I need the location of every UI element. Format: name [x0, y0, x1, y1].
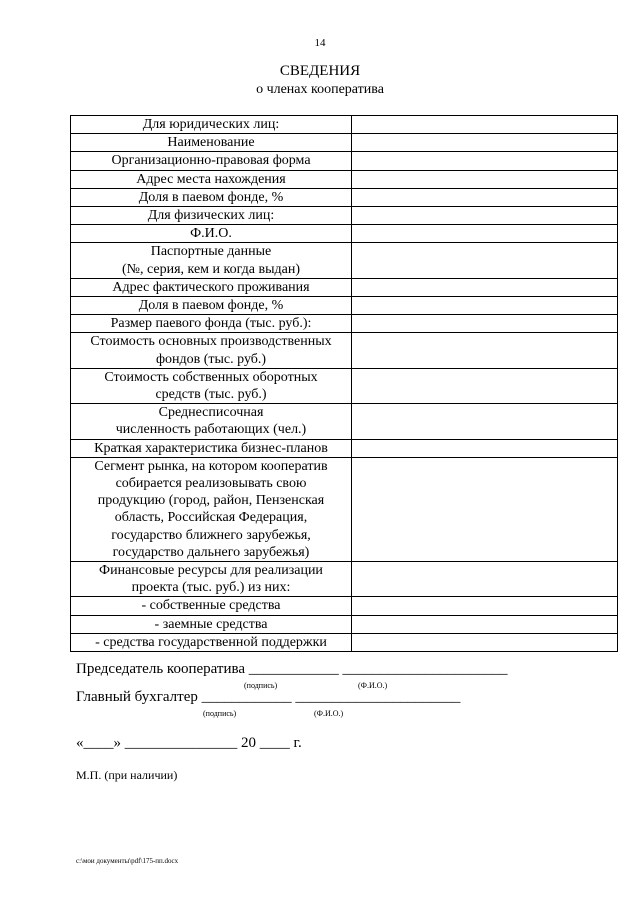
row-label: Паспортные данные (№, серия, кем и когда выдан)	[71, 243, 352, 278]
table-row	[71, 297, 618, 315]
table-row	[71, 152, 618, 170]
row-label: Организационно-правовая форма	[71, 152, 352, 170]
row-value-cell[interactable]	[352, 315, 618, 333]
row-value-cell[interactable]	[352, 134, 618, 152]
document-subtitle: о членах кооператива	[256, 82, 384, 97]
row-value-cell[interactable]	[352, 368, 618, 403]
table-row	[71, 278, 618, 296]
page-number: 14	[314, 37, 326, 49]
row-label: Для юридических лиц:	[71, 116, 352, 134]
row-label: Доля в паевом фонде, %	[71, 297, 352, 315]
table-row	[71, 134, 618, 152]
table-row	[71, 243, 618, 278]
row-value-cell[interactable]	[352, 116, 618, 134]
accountant-signature-line: Главный бухгалтер ____________ ______________________	[76, 689, 461, 705]
row-value-cell[interactable]	[352, 188, 618, 206]
stamp-note: М.П. (при наличии)	[76, 768, 178, 782]
table-row	[71, 315, 618, 333]
document-title: СВЕДЕНИЯ	[279, 63, 361, 79]
file-path: c:\мои документы\pdf\175-пп.docx	[76, 857, 179, 865]
row-label: Сегмент рынка, на котором кооператив собирается реализовывать свою продукцию (город, район, Пензенская область, Российская Федерация, государство ближнего зарубежья, государство дальнего зарубежья)	[71, 457, 352, 561]
row-value-cell[interactable]	[352, 404, 618, 439]
row-label: - собственные средства	[71, 597, 352, 615]
row-value-cell[interactable]	[352, 562, 618, 597]
table-row	[71, 170, 618, 188]
table-row	[71, 457, 618, 561]
row-label: Стоимость основных производственных фондов (тыс. руб.)	[71, 333, 352, 368]
row-value-cell[interactable]	[352, 170, 618, 188]
table-row	[71, 207, 618, 225]
row-value-cell[interactable]	[352, 615, 618, 633]
row-value-cell[interactable]	[352, 243, 618, 278]
row-label: Размер паевого фонда (тыс. руб.):	[71, 315, 352, 333]
row-label: Доля в паевом фонде, %	[71, 188, 352, 206]
row-label: Для физических лиц:	[71, 207, 352, 225]
chairman-signature-caption: (подпись)	[244, 681, 278, 690]
row-label: - заемные средства	[71, 615, 352, 633]
row-value-cell[interactable]	[352, 633, 618, 651]
row-value-cell[interactable]	[352, 152, 618, 170]
table-row	[71, 597, 618, 615]
accountant-signature-caption: (подпись)	[203, 709, 237, 718]
row-value-cell[interactable]	[352, 597, 618, 615]
table-row	[71, 633, 618, 651]
row-value-cell[interactable]	[352, 439, 618, 457]
row-value-cell[interactable]	[352, 207, 618, 225]
table-row	[71, 615, 618, 633]
members-info-table	[70, 115, 618, 652]
row-label: - средства государственной поддержки	[71, 633, 352, 651]
chairman-name-caption: (Ф.И.О.)	[358, 681, 388, 690]
table-row	[71, 188, 618, 206]
table-row	[71, 404, 618, 439]
row-label: Среднесписочная численность работающих (чел.)	[71, 404, 352, 439]
row-value-cell[interactable]	[352, 278, 618, 296]
row-label: Финансовые ресурсы для реализации проекта (тыс. руб.) из них:	[71, 562, 352, 597]
table-row	[71, 116, 618, 134]
row-value-cell[interactable]	[352, 457, 618, 561]
table-row	[71, 368, 618, 403]
row-value-cell[interactable]	[352, 333, 618, 368]
row-label: Стоимость собственных оборотных средств (тыс. руб.)	[71, 368, 352, 403]
table-row	[71, 225, 618, 243]
date-line: «____» _______________ 20 ____ г.	[76, 735, 302, 751]
row-value-cell[interactable]	[352, 225, 618, 243]
table-row	[71, 333, 618, 368]
row-label: Наименование	[71, 134, 352, 152]
accountant-name-caption: (Ф.И.О.)	[314, 709, 344, 718]
row-value-cell[interactable]	[352, 297, 618, 315]
row-label: Краткая характеристика бизнес-планов	[71, 439, 352, 457]
row-label: Ф.И.О.	[71, 225, 352, 243]
row-label: Адрес фактического проживания	[71, 278, 352, 296]
table-row	[71, 562, 618, 597]
table-row	[71, 439, 618, 457]
row-label: Адрес места нахождения	[71, 170, 352, 188]
chairman-signature-line: Председатель кооператива ____________ ______________________	[76, 661, 508, 677]
